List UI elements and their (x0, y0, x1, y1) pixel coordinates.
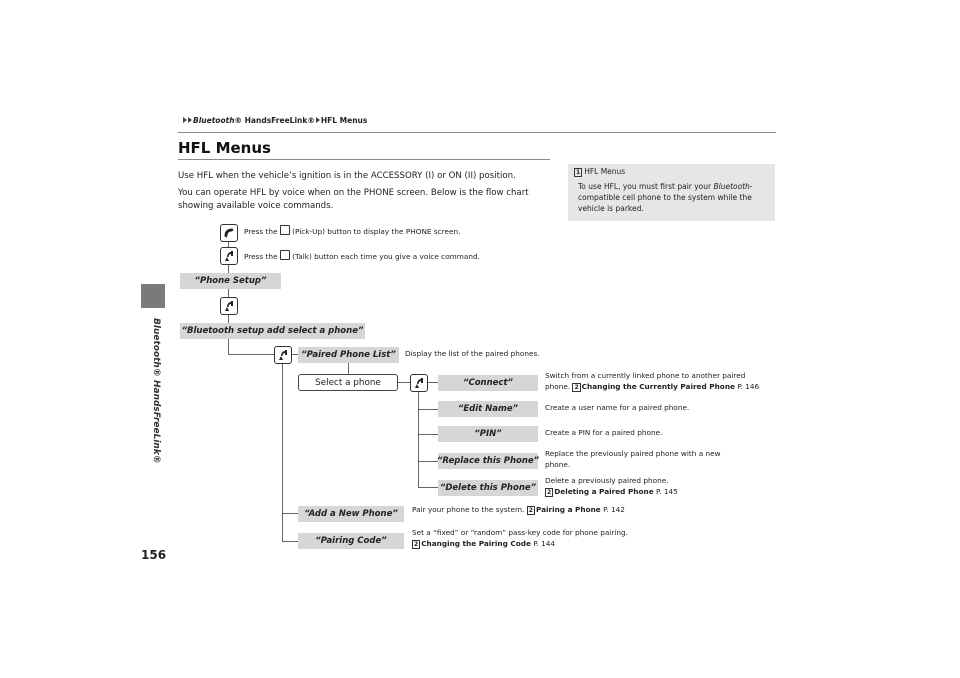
xref-pairing-a-phone[interactable]: Pairing a Phone (535, 505, 601, 514)
sidenote-title: 1 HFL Menus (576, 167, 626, 176)
pin-desc: Create a PIN for a paired phone. (545, 428, 663, 437)
xref-icon: 2 (574, 384, 579, 391)
sidenote-number-icon: 1 (576, 169, 581, 176)
command-bluetooth-setup: “Bluetooth setup add select a phone” (180, 323, 365, 339)
flow-line (418, 487, 438, 488)
pickup-button-icon (220, 224, 238, 242)
command-connect: “Connect” (438, 375, 538, 391)
command-pairing-code: “Pairing Code” (298, 533, 404, 549)
command-paired-phone-list: “Paired Phone List” (298, 347, 399, 363)
breadcrumb-arrow-icon (188, 117, 192, 123)
breadcrumb-bluetooth[interactable]: Bluetooth (193, 116, 235, 125)
command-phone-setup: “Phone Setup” (180, 273, 281, 289)
section-tab-marker (141, 284, 165, 308)
flow-line (282, 541, 298, 542)
sidenote-body: To use HFL, you must first pair your Bluetooth-compatible cell phone to the system while the vehicle is parked. (578, 182, 753, 213)
breadcrumb (183, 116, 367, 125)
xref-changing-paired-phone[interactable]: Changing the Currently Paired Phone (581, 382, 735, 391)
page-number: 156 (141, 548, 167, 562)
page-title: HFL Menus (178, 139, 271, 157)
talk-button-icon (220, 297, 238, 315)
delete-desc: Delete a previously paired phone. 2 Deleting a Paired Phone P. 145 (545, 476, 678, 496)
flow-line (282, 364, 283, 542)
xref-icon: 2 (414, 541, 419, 548)
talk-button-icon (220, 247, 238, 265)
intro-paragraph-1: Use HFL when the vehicle’s ignition is in the ACCESSORY (I) or ON (II) position. (178, 171, 516, 181)
add-new-desc: Pair your phone to the system. 2 Pairing a Phone P. 142 (412, 505, 625, 514)
edit-name-desc: Create a user name for a paired phone. (545, 403, 690, 412)
flow-line (348, 363, 349, 374)
flow-line (418, 392, 419, 488)
flow-line (398, 382, 410, 383)
pairing-code-desc: Set a “fixed” or “random” pass-key code for phone pairing. 2 Changing the Pairing Code P. 144 (412, 528, 628, 548)
talk-instruction: Press the (Talk) button each time you give a voice command. (244, 252, 480, 261)
breadcrumb-hfl[interactable]: ® HandsFreeLink® (234, 116, 315, 125)
flow-line (228, 339, 229, 355)
breadcrumb-arrow-icon (183, 117, 187, 123)
flow-line (282, 513, 298, 514)
pickup-instruction: Press the (Pick-Up) button to display the PHONE screen. (244, 227, 461, 236)
xref-changing-pairing-code[interactable]: Changing the Pairing Code (421, 539, 531, 548)
side-section-label: Bluetooth® HandsFreeLink® (151, 318, 161, 464)
flow-line (228, 354, 275, 355)
title-divider (178, 159, 550, 160)
command-edit-name: “Edit Name” (438, 401, 538, 417)
breadcrumb-arrow-icon (316, 117, 320, 123)
flow-line (418, 434, 438, 435)
flow-line (228, 289, 229, 297)
talk-button-icon (410, 374, 428, 392)
command-delete-phone: “Delete this Phone” (438, 480, 538, 496)
breadcrumb-current: HFL Menus (320, 116, 368, 125)
command-add-new-phone: “Add a New Phone” (298, 506, 404, 522)
flow-line (418, 461, 438, 462)
talk-button-icon (274, 346, 292, 364)
pickup-inline-icon (280, 225, 290, 235)
xref-icon: 2 (528, 507, 533, 514)
intro-paragraph-2: You can operate HFL by voice when on the PHONE screen. Below is the flow chart showing available voice commands. (178, 188, 529, 211)
command-replace-phone: “Replace this Phone” (438, 453, 538, 469)
connect-desc: Switch from a currently linked phone to another paired phone. 2 Changing the Currently Paired Phone P. 146 (545, 371, 760, 391)
talk-inline-icon (280, 250, 290, 260)
xref-deleting-paired-phone[interactable]: Deleting a Paired Phone (554, 487, 654, 496)
select-phone-step: Select a phone (298, 374, 398, 391)
flow-line (418, 409, 438, 410)
xref-icon: 2 (547, 489, 552, 496)
replace-desc: Replace the previously paired phone with a new phone. (545, 449, 721, 469)
header-divider (178, 132, 776, 133)
paired-list-desc: Display the list of the paired phones. (405, 349, 540, 358)
command-pin: “PIN” (438, 426, 538, 442)
